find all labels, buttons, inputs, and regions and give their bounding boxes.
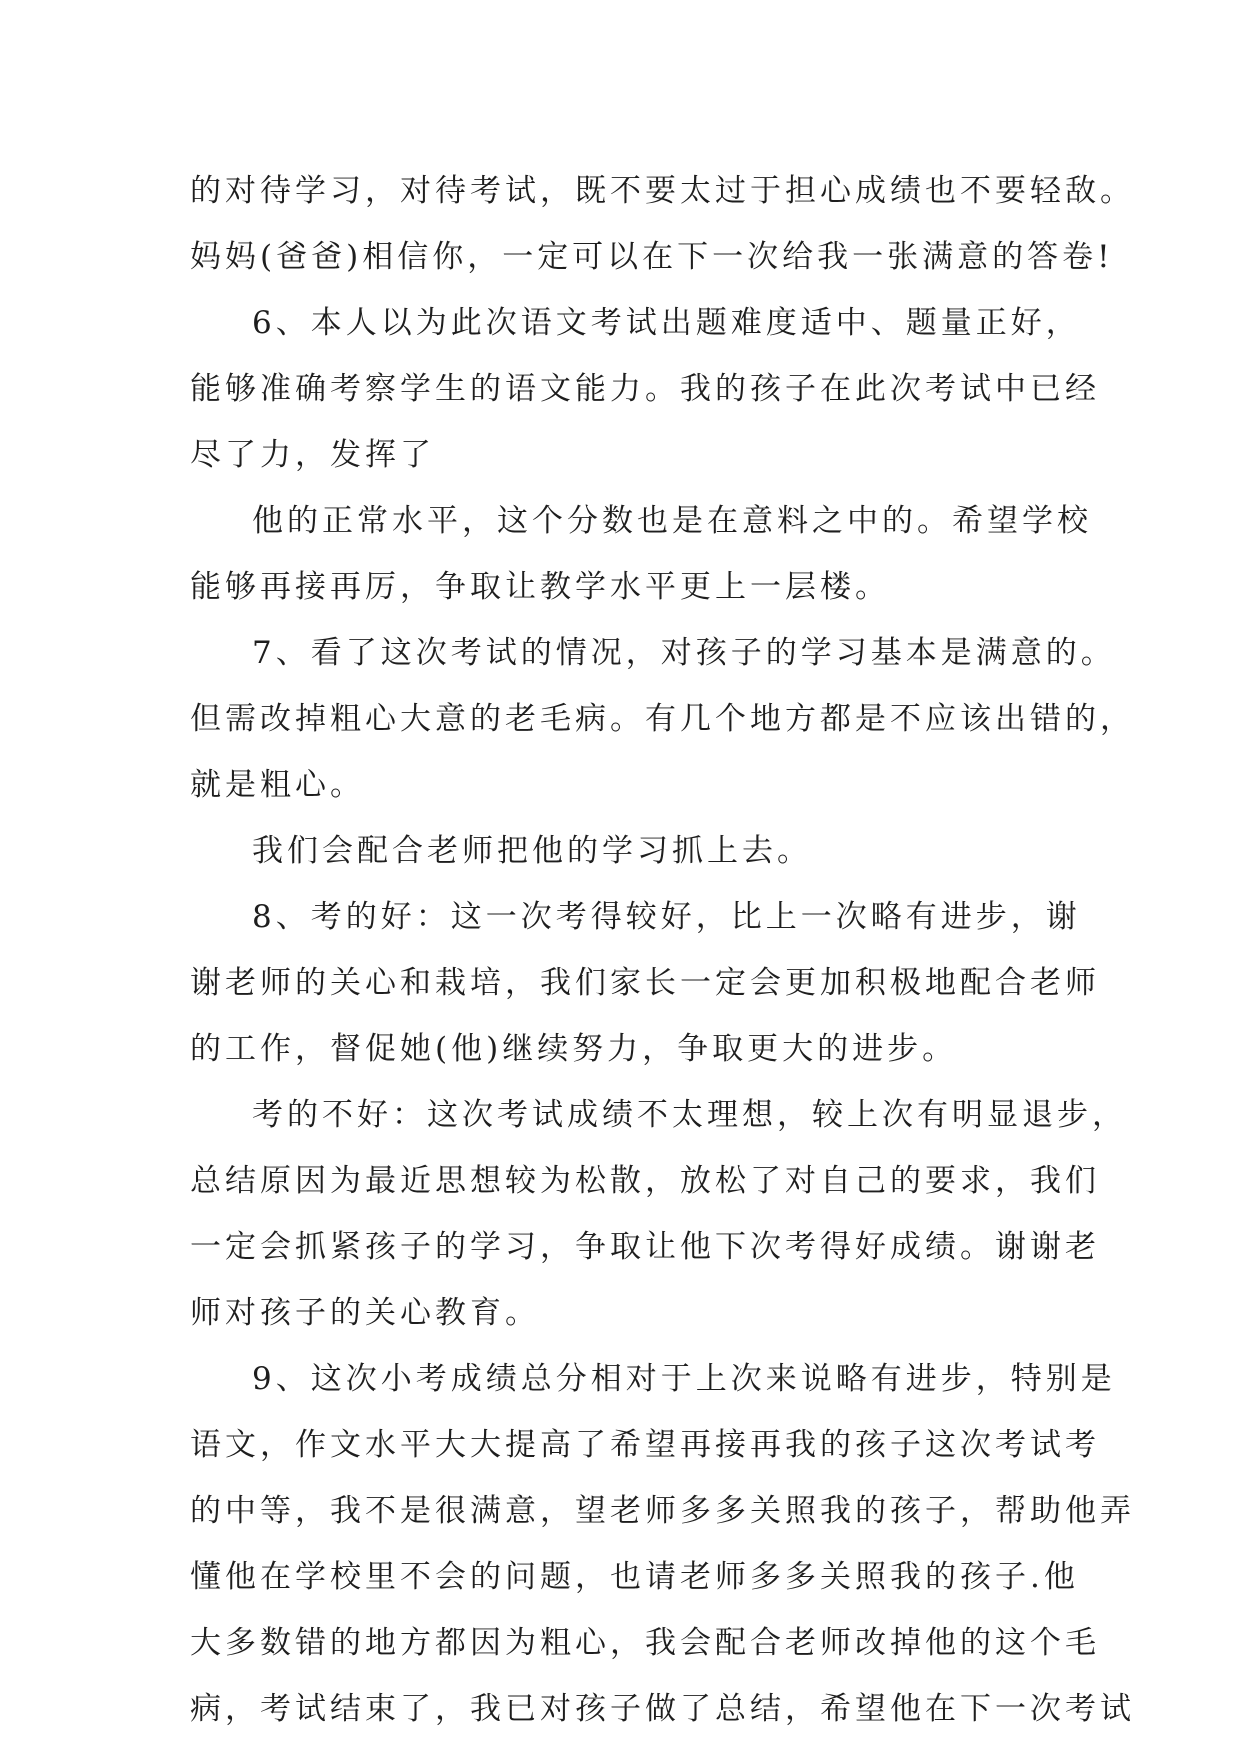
text-line: 一定会抓紧孩子的学习，争取让他下次考得好成绩。谢谢老 — [190, 1229, 1100, 1265]
text-line: 就是粗心。 — [190, 767, 365, 803]
text-line: 7、看了这次考试的情况，对孩子的学习基本是满意的。 — [252, 635, 1116, 671]
text-line: 语文，作文水平大大提高了希望再接再我的孩子这次考试考 — [190, 1427, 1100, 1463]
text-line: 的中等，我不是很满意，望老师多多关照我的孩子，帮助他弄 — [190, 1493, 1135, 1529]
text-line: 总结原因为最近思想较为松散，放松了对自己的要求，我们 — [190, 1163, 1100, 1199]
text-line: 但需改掉粗心大意的老毛病。有几个地方都是不应该出错的， — [190, 701, 1135, 737]
text-line: 能够准确考察学生的语文能力。我的孩子在此次考试中已经 — [190, 371, 1100, 407]
text-line: 大多数错的地方都因为粗心，我会配合老师改掉他的这个毛 — [190, 1625, 1100, 1661]
text-line: 谢老师的关心和栽培，我们家长一定会更加积极地配合老师 — [190, 965, 1100, 1001]
text-line: 我们会配合老师把他的学习抓上去。 — [252, 833, 812, 869]
text-line: 6、本人以为此次语文考试出题难度适中、题量正好， — [252, 305, 1081, 341]
text-line: 能够再接再厉，争取让教学水平更上一层楼。 — [190, 569, 890, 605]
text-line: 尽了力，发挥了 — [190, 437, 435, 473]
text-line: 的工作，督促她(他)继续努力，争取更大的进步。 — [190, 1031, 958, 1067]
text-line: 妈妈(爸爸)相信你，一定可以在下一次给我一张满意的答卷! — [190, 239, 1114, 275]
text-line: 9、这次小考成绩总分相对于上次来说略有进步，特别是 — [252, 1361, 1116, 1397]
text-line: 8、考的好：这一次考得较好，比上一次略有进步，谢 — [252, 899, 1081, 935]
text-line: 考的不好：这次考试成绩不太理想，较上次有明显退步， — [252, 1097, 1127, 1133]
text-line: 他的正常水平，这个分数也是在意料之中的。希望学校 — [252, 503, 1092, 539]
document-body — [190, 158, 1135, 1742]
text-line: 懂他在学校里不会的问题，也请老师多多关照我的孩子.他 — [190, 1559, 1079, 1595]
text-line: 师对孩子的关心教育。 — [190, 1295, 540, 1331]
text-line: 病，考试结束了，我已对孩子做了总结，希望他在下一次考试 — [190, 1691, 1135, 1727]
text-line: 的对待学习，对待考试，既不要太过于担心成绩也不要轻敌。 — [190, 173, 1135, 209]
